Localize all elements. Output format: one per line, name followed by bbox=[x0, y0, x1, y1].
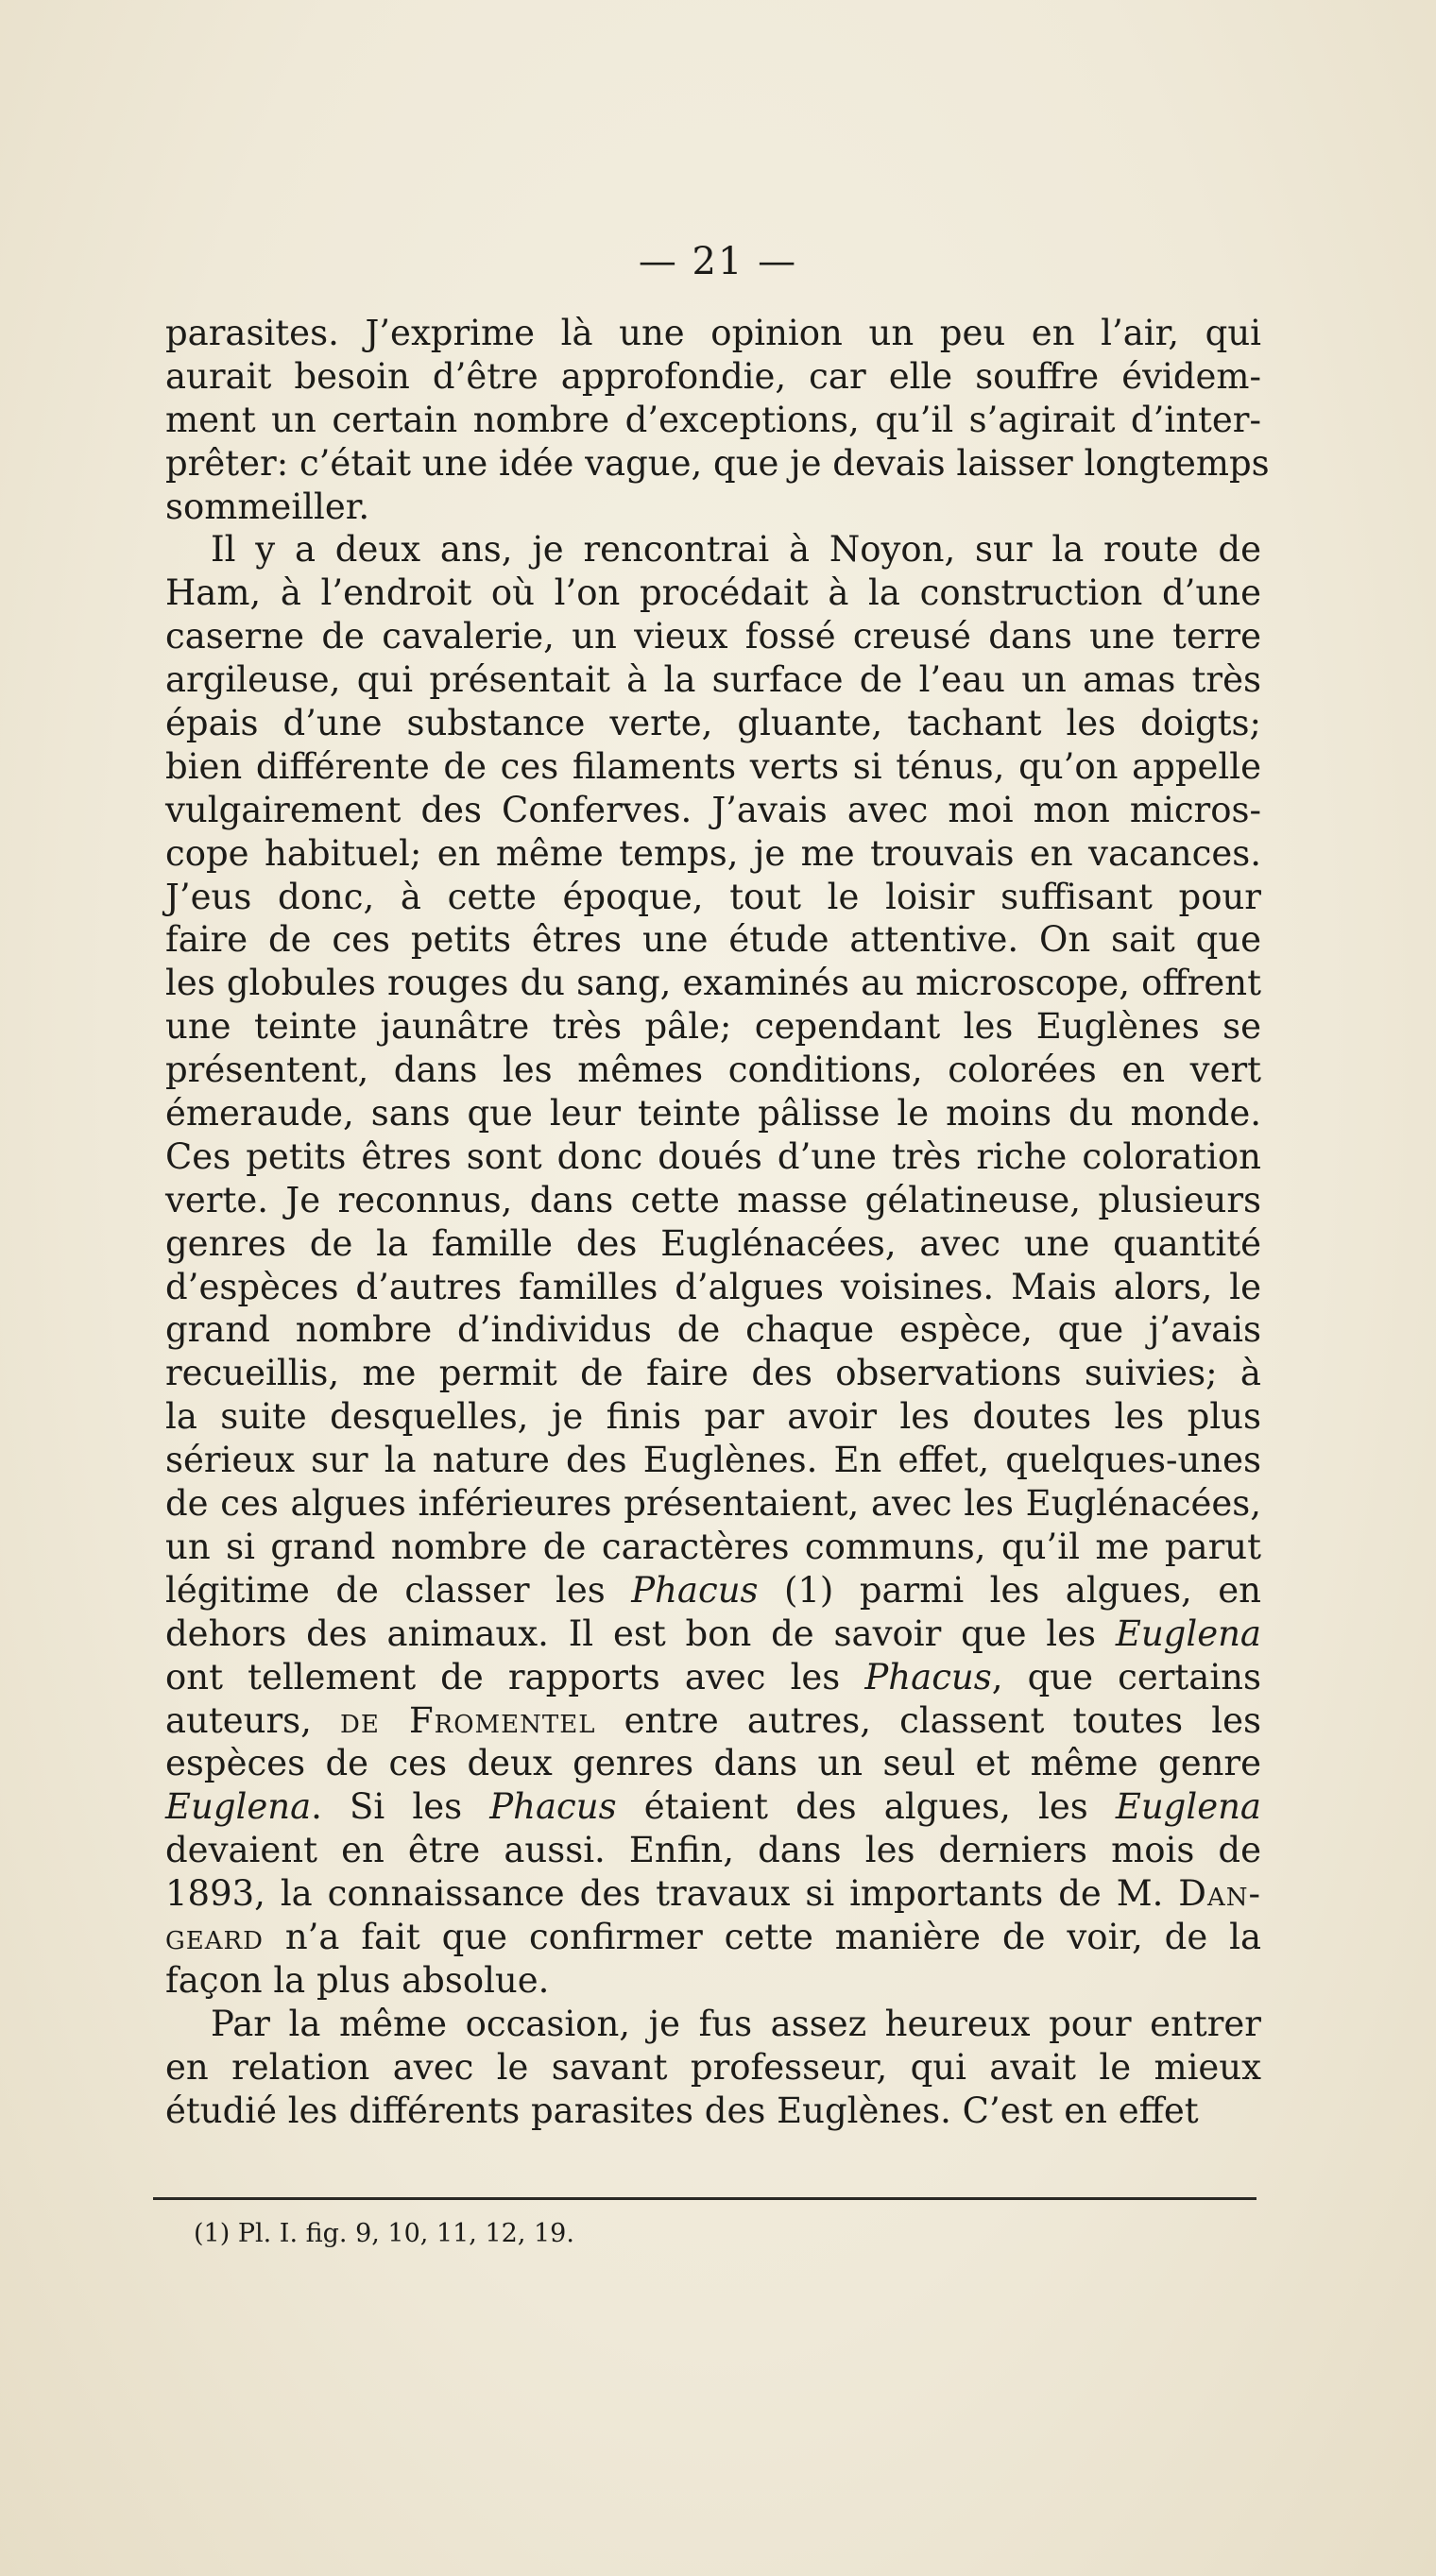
text-span: étaient des algues, les bbox=[616, 1786, 1116, 1828]
text-line bbox=[165, 789, 1261, 832]
text-line bbox=[165, 918, 1261, 962]
footnote-rule bbox=[153, 2197, 1256, 2200]
text-span: une teinte jaunâtre très pâle; cependant les Euglènes se bbox=[165, 1006, 1261, 1048]
text-line bbox=[165, 1656, 1261, 1699]
text-span: vulgairement des Conferves. J’avais avec moi mon micros- bbox=[165, 789, 1261, 830]
text-line bbox=[165, 1959, 1261, 2003]
text-span: Par la même occasion, je fus assez heureux pour entrer bbox=[211, 2003, 1261, 2044]
text-line bbox=[165, 1395, 1261, 1439]
text-line bbox=[165, 745, 1261, 789]
text-span: émeraude, sans que leur teinte pâlisse le moins du monde. bbox=[165, 1093, 1261, 1134]
text-span: un si grand nombre de caractères communs, qu’il me parut bbox=[165, 1526, 1261, 1567]
text-line bbox=[165, 702, 1261, 745]
text-line bbox=[165, 1872, 1261, 1916]
text-span: argileuse, qui présentait à la surface de l’eau un amas très bbox=[165, 659, 1261, 701]
text-span: entre autres, classent toutes les bbox=[595, 1699, 1261, 1741]
text-span: genres de la famille des Euglénacées, avec une quantité bbox=[165, 1222, 1261, 1264]
text-line bbox=[165, 399, 1261, 442]
text-line bbox=[165, 1049, 1261, 1092]
text-span: (1) parmi les algues, en bbox=[758, 1569, 1261, 1611]
text-span: bien différente de ces filaments verts si ténus, qu’on appelle bbox=[165, 745, 1261, 787]
italic-term: Euglena bbox=[1115, 1786, 1261, 1828]
text-span: cope habituel; en même temps, je me trouvais en vacances. bbox=[165, 832, 1261, 874]
text-span: prêter: c’était une idée vague, que je devais laisser longtemps bbox=[165, 442, 1270, 484]
text-line bbox=[165, 1699, 1261, 1743]
small-caps-name: geard bbox=[165, 1916, 264, 1957]
text-span: légitime de classer les bbox=[165, 1569, 632, 1611]
text-span: sommeiller. bbox=[165, 486, 370, 527]
text-line bbox=[165, 1092, 1261, 1135]
text-line bbox=[165, 876, 1261, 919]
small-caps-name: Dan- bbox=[1178, 1873, 1261, 1915]
text-span: auteurs, bbox=[165, 1699, 341, 1741]
text-line bbox=[165, 2046, 1261, 2090]
italic-term: Phacus bbox=[864, 1656, 992, 1697]
text-span: Il y a deux ans, je rencontrai à Noyon, sur la route de bbox=[211, 529, 1261, 571]
text-span: recueillis, me permit de faire des observations suivies; à bbox=[165, 1353, 1261, 1394]
body-text bbox=[165, 312, 1270, 2132]
text-span: ont tellement de rapports avec les bbox=[165, 1656, 865, 1697]
text-span: de ces algues inférieures présentaient, avec les Euglénacées, bbox=[165, 1483, 1261, 1525]
text-line bbox=[165, 1569, 1261, 1612]
text-span: dehors des animaux. Il est bon de savoir que les bbox=[165, 1612, 1116, 1654]
text-span: Ham, à l’endroit où l’on procédait à la construction d’une bbox=[165, 572, 1261, 614]
text-line bbox=[165, 1352, 1261, 1395]
text-span: présentent, dans les mêmes conditions, colorées en vert bbox=[165, 1049, 1261, 1091]
text-line bbox=[165, 1482, 1261, 1526]
text-span: épais d’une substance verte, gluante, tachant les doigts; bbox=[165, 703, 1261, 744]
text-span: n’a fait que confirmer cette manière de voir, de la bbox=[263, 1916, 1261, 1957]
text-span: les globules rouges du sang, examinés au microscope, offrent bbox=[165, 963, 1261, 1004]
text-line bbox=[165, 442, 1270, 486]
text-span: façon la plus absolue. bbox=[165, 1959, 550, 2001]
text-line bbox=[165, 1266, 1261, 1309]
text-line bbox=[165, 1742, 1261, 1785]
italic-term: Phacus bbox=[489, 1786, 617, 1828]
italic-term: Euglena bbox=[165, 1786, 312, 1828]
text-span: sérieux sur la nature des Euglènes. En effet, quelques-unes bbox=[165, 1440, 1261, 1481]
text-line bbox=[165, 1829, 1261, 1872]
text-span: espèces de ces deux genres dans un seul et même genre bbox=[165, 1743, 1261, 1784]
small-caps-name: de Fromentel bbox=[340, 1699, 596, 1741]
text-line bbox=[165, 1308, 1261, 1352]
text-line bbox=[165, 486, 1261, 529]
text-span: en relation avec le savant professeur, qui avait le mieux bbox=[165, 2046, 1261, 2088]
text-span: d’espèces d’autres familles d’algues voisines. Mais alors, le bbox=[165, 1266, 1261, 1307]
text-span: étudié les différents parasites des Euglènes. C’est en effet bbox=[165, 2090, 1199, 2131]
text-line bbox=[165, 2090, 1261, 2133]
text-line bbox=[165, 1526, 1261, 1569]
text-span: parasites. J’exprime là une opinion un peu en l’air, qui bbox=[165, 313, 1261, 353]
text-line bbox=[165, 1005, 1261, 1049]
text-span: , que certains bbox=[991, 1656, 1261, 1697]
text-span: verte. Je reconnus, dans cette masse gélatineuse, plusieurs bbox=[165, 1179, 1261, 1220]
text-span: 1893, la connaissance des travaux si importants de M. bbox=[165, 1873, 1179, 1915]
text-line bbox=[165, 355, 1261, 399]
footnote: (1) Pl. I. fig. 9, 10, 11, 12, 19. bbox=[194, 2219, 574, 2248]
text-line bbox=[165, 1222, 1261, 1266]
text-span: . Si les bbox=[311, 1786, 490, 1828]
text-line bbox=[165, 528, 1261, 571]
italic-term: Euglena bbox=[1115, 1612, 1261, 1654]
text-span: devaient en être aussi. Enfin, dans les derniers mois de bbox=[165, 1830, 1261, 1871]
text-line bbox=[165, 832, 1261, 876]
text-span: aurait besoin d’être approfondie, car elle souffre évidem- bbox=[165, 355, 1261, 397]
text-line bbox=[165, 962, 1261, 1005]
text-line bbox=[165, 658, 1261, 702]
text-span: caserne de cavalerie, un vieux fossé creusé dans une terre bbox=[165, 616, 1261, 657]
text-line bbox=[165, 312, 1261, 355]
text-line bbox=[165, 1179, 1261, 1222]
text-span: la suite desquelles, je finis par avoir les doutes les plus bbox=[165, 1396, 1261, 1438]
text-line bbox=[165, 571, 1261, 615]
italic-term: Phacus bbox=[631, 1569, 759, 1611]
text-span: J’eus donc, à cette époque, tout le loisir suffisant pour bbox=[165, 876, 1261, 917]
text-line bbox=[165, 1439, 1261, 1482]
text-span: ment un certain nombre d’exceptions, qu’il s’agirait d’inter- bbox=[165, 399, 1261, 440]
text-span: Ces petits êtres sont donc doués d’une très riche coloration bbox=[165, 1135, 1261, 1177]
text-line bbox=[165, 1916, 1261, 1959]
text-span: faire de ces petits êtres une étude attentive. On sait que bbox=[165, 919, 1261, 961]
text-line bbox=[165, 615, 1261, 658]
text-line bbox=[165, 1612, 1261, 1656]
text-span: grand nombre d’individus de chaque espèce, que j’avais bbox=[165, 1309, 1261, 1351]
text-line bbox=[165, 1785, 1261, 1829]
page-number: — 21 — bbox=[638, 240, 798, 283]
text-line bbox=[165, 1135, 1261, 1179]
text-line bbox=[165, 2003, 1261, 2046]
